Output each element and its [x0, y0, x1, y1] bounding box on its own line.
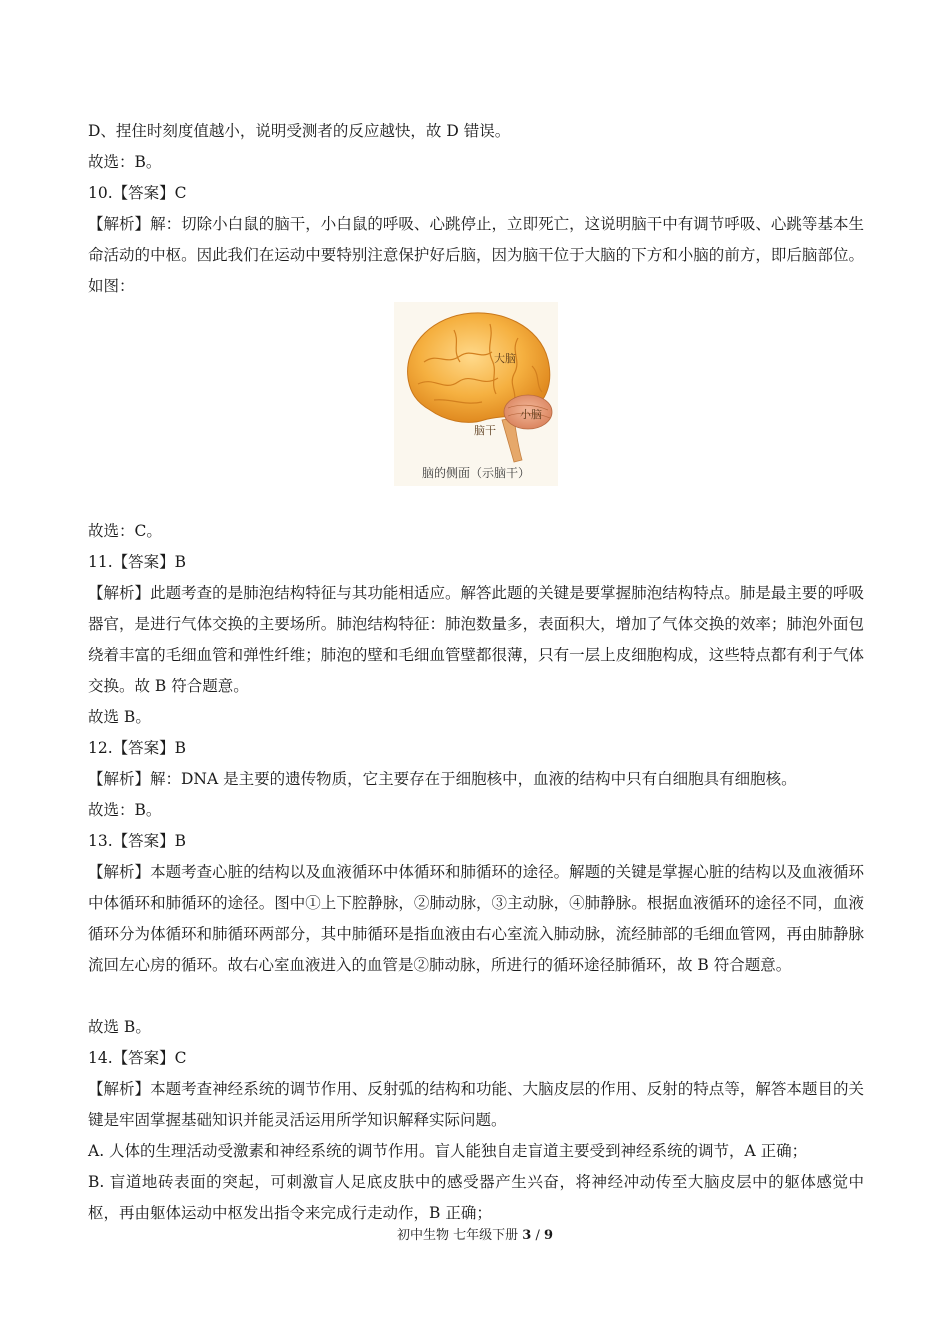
page-number: 3: [522, 1228, 532, 1243]
text-line: 故选：B。: [88, 801, 162, 819]
brain-image: [394, 302, 558, 486]
text-line: 故选：C。: [88, 522, 162, 540]
analysis-paragraph: 【解析】此题考查的是肺泡结构特征与其功能相适应。解答此题的关键是要掌握肺泡结构特点。肺是最主要的呼吸器官，是进行气体交换的主要场所。肺泡结构特征：肺泡数量多，表面积大，增加了气体交换的效率；肺泡外面包绕着丰富的毛细血管和弹性纤维；肺泡的壁和毛细血管壁都很薄，只有一层上皮细胞构成，这些特点都有利于气体交换。故 B 符合题意。: [88, 584, 864, 695]
label-brainstem: 脑干: [474, 424, 496, 437]
question-answer-heading: 12.【答案】B: [88, 739, 187, 757]
label-cerebrum: 大脑: [494, 352, 516, 365]
question-answer-heading: 14.【答案】C: [88, 1049, 187, 1067]
analysis-paragraph: 【解析】解：DNA 是主要的遗传物质，它主要存在于细胞核中，血液的结构中只有白细胞具有细胞核。: [88, 770, 797, 788]
text-line: 故选 B。: [88, 1018, 151, 1036]
text-line: D、捏住时刻度值越小，说明受测者的反应越快，故 D 错误。: [88, 122, 511, 140]
label-cerebellum: 小脑: [520, 408, 542, 421]
text-line: 故选 B。: [88, 708, 151, 726]
brain-figure: [88, 302, 864, 516]
page-content: [88, 116, 864, 1229]
question-answer-heading: 11.【答案】B: [88, 553, 187, 571]
figure-caption: 脑的侧面（示脑干）: [421, 466, 530, 480]
option-b-paragraph: B. 盲道地砖表面的突起，可刺激盲人足底皮肤中的感受器产生兴奋，将神经冲动传至大脑皮层中的躯体感觉中枢，再由躯体运动中枢发出指令来完成行走动作，B 正确；: [88, 1173, 864, 1222]
page-separator: /: [535, 1228, 540, 1243]
analysis-paragraph: 【解析】本题考查神经系统的调节作用、反射弧的结构和功能、大脑皮层的作用、反射的特点等，解答本题目的关键是牢固掌握基础知识并能灵活运用所学知识解释实际问题。: [88, 1080, 864, 1129]
brain-illustration: [394, 302, 558, 486]
question-answer-heading: 13.【答案】B: [88, 832, 187, 850]
option-a-paragraph: A. 人体的生理活动受激素和神经系统的调节作用。盲人能独自走盲道主要受到神经系统的调节，A 正确；: [88, 1142, 808, 1160]
footer-title: 初中生物 七年级下册: [396, 1228, 519, 1243]
question-answer-heading: 10.【答案】C: [88, 184, 187, 202]
text-line: 故选：B。: [88, 153, 162, 171]
analysis-paragraph: 【解析】本题考查心脏的结构以及血液循环中体循环和肺循环的途径。解题的关键是掌握心脏的结构以及血液循环中体循环和肺循环的途径。图中①上下腔静脉，②肺动脉，③主动脉，④肺静脉。根据血液循环的途径不同，血液循环分为体循环和肺循环两部分，其中肺循环是指血液由右心室流入肺动脉，流经肺部的毛细血管网，再由肺静脉流回左心房的循环。故右心室血液进入的血管是②肺动脉，所进行的循环途径肺循环，故 B 符合题意。: [88, 863, 864, 974]
page-total: 9: [543, 1228, 554, 1243]
page-footer: [0, 1224, 950, 1243]
analysis-paragraph: 【解析】解：切除小白鼠的脑干，小白鼠的呼吸、心跳停止，立即死亡，这说明脑干中有调节呼吸、心跳等基本生命活动的中枢。因此我们在运动中要特别注意保护好后脑，因为脑干位于大脑的下方和小脑的前方，即后脑部位。如图：: [88, 215, 864, 295]
